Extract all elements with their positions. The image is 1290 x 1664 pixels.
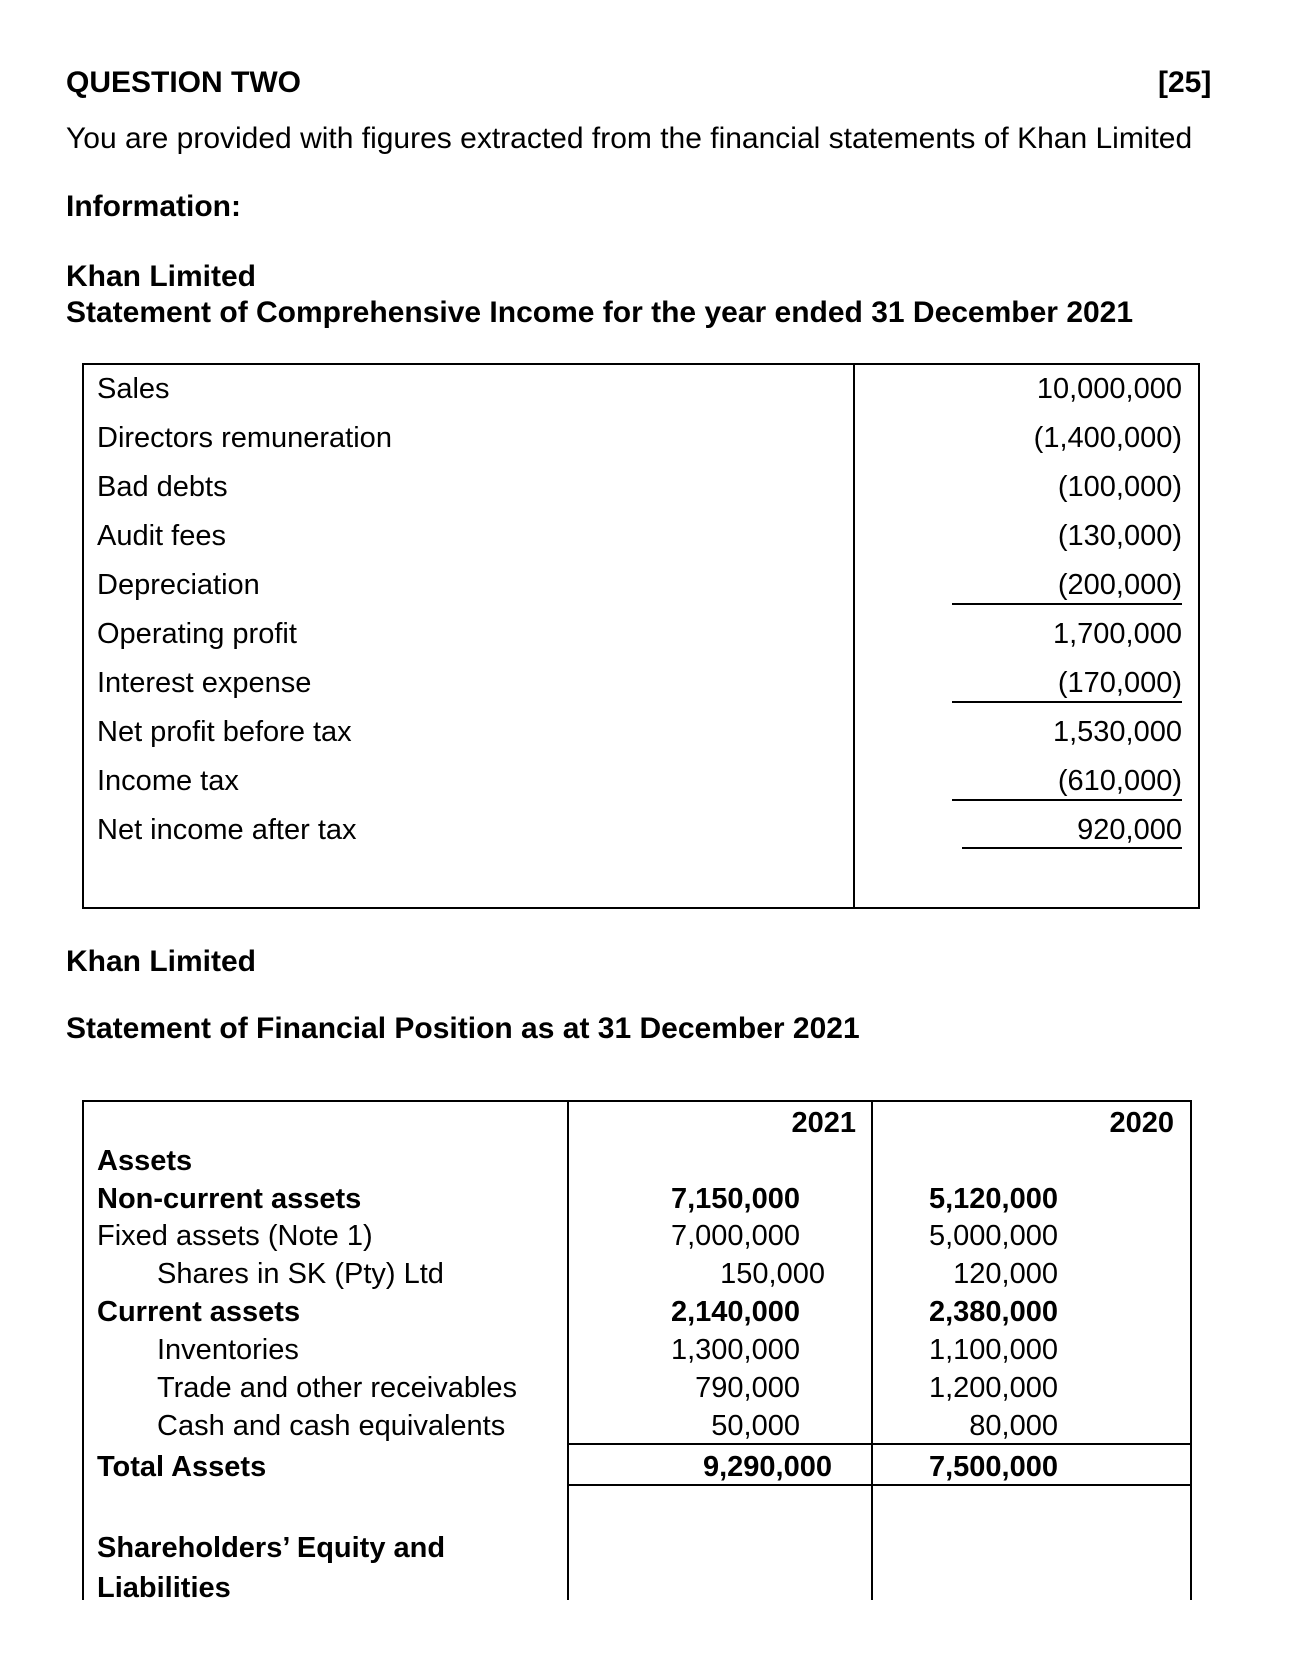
income-row-label: Income tax — [97, 765, 239, 797]
total-underline — [962, 847, 1182, 849]
year-header-2020: 2020 — [1109, 1107, 1174, 1139]
income-row-value: (100,000) — [1057, 471, 1182, 503]
equity-heading-line2: Liabilities — [97, 1572, 231, 1604]
position-value-2020: 2,380,000 — [928, 1296, 1058, 1328]
income-row-value: (130,000) — [1057, 520, 1182, 552]
table-col-divider — [871, 1100, 873, 1600]
income-row-label: Net profit before tax — [97, 716, 352, 748]
income-row-label: Interest expense — [97, 667, 312, 699]
income-row-label: Directors remuneration — [97, 422, 392, 454]
position-row-label: Shares in SK (Pty) Ltd — [157, 1258, 444, 1290]
position-value-2020: 5,000,000 — [928, 1220, 1058, 1252]
income-statement-title: Statement of Comprehensive Income for the year ended 31 December 2021 — [66, 296, 1134, 329]
position-row-label: Non-current assets — [97, 1183, 362, 1215]
position-value-2020: 80,000 — [969, 1410, 1058, 1442]
position-value-2020: 1,200,000 — [928, 1372, 1058, 1404]
income-table-divider — [853, 363, 855, 909]
income-row-label: Audit fees — [97, 520, 226, 552]
income-row-label: Net income after tax — [97, 814, 357, 846]
equity-heading-line1: Shareholders’ Equity and — [97, 1532, 446, 1564]
income-row-value: 10,000,000 — [1036, 373, 1182, 405]
total-assets-label: Total Assets — [97, 1451, 267, 1483]
position-row-label: Inventories — [157, 1334, 299, 1366]
total-assets-2020: 7,500,000 — [928, 1451, 1058, 1483]
subtotal-underline — [952, 799, 1182, 801]
position-value-2020: 5,120,000 — [928, 1183, 1058, 1215]
question-marks: [25] — [1158, 66, 1212, 99]
position-row-label: Trade and other receivables — [157, 1372, 518, 1404]
income-row-value: (170,000) — [1057, 667, 1182, 699]
income-company-name: Khan Limited — [66, 260, 257, 293]
table-top-border — [82, 1100, 1192, 1102]
position-value-2020: 1,100,000 — [928, 1334, 1058, 1366]
position-row-label: Cash and cash equivalents — [157, 1410, 506, 1442]
position-value-2021: 790,000 — [695, 1372, 800, 1404]
position-value-2021: 150,000 — [720, 1258, 825, 1290]
income-row-value: 1,700,000 — [1052, 618, 1182, 650]
position-row-label: Fixed assets (Note 1) — [97, 1220, 373, 1252]
income-row-label: Operating profit — [97, 618, 297, 650]
subtotal-underline — [952, 701, 1182, 703]
total-assets-2021: 9,290,000 — [702, 1451, 832, 1483]
position-value-2021: 50,000 — [711, 1410, 800, 1442]
table-right-border — [1190, 1100, 1192, 1600]
income-row-value: (1,400,000) — [1033, 422, 1182, 454]
intro-text: You are provided with figures extracted from the financial statements of Khan Limited — [66, 122, 1193, 155]
income-row-value: 920,000 — [1077, 814, 1182, 846]
position-value-2020: 120,000 — [953, 1258, 1058, 1290]
assets-heading: Assets — [97, 1145, 193, 1177]
position-company-name: Khan Limited — [66, 945, 257, 978]
income-row-value: 1,530,000 — [1052, 716, 1182, 748]
information-label: Information: — [66, 190, 241, 223]
table-left-border — [82, 1100, 84, 1600]
total-top-line — [567, 1443, 1192, 1445]
position-value-2021: 7,000,000 — [670, 1220, 800, 1252]
income-row-value: (200,000) — [1057, 569, 1182, 601]
year-header-2021: 2021 — [791, 1107, 856, 1139]
position-row-label: Current assets — [97, 1296, 301, 1328]
total-bottom-line — [567, 1484, 1192, 1486]
subtotal-underline — [952, 603, 1182, 605]
position-statement-title: Statement of Financial Position as at 31 December 2021 — [66, 1012, 860, 1045]
income-row-label: Bad debts — [97, 471, 228, 503]
position-value-2021: 7,150,000 — [670, 1183, 800, 1215]
income-row-value: (610,000) — [1057, 765, 1182, 797]
position-value-2021: 1,300,000 — [670, 1334, 800, 1366]
income-row-label: Depreciation — [97, 569, 260, 601]
income-row-label: Sales — [97, 373, 170, 405]
position-value-2021: 2,140,000 — [670, 1296, 800, 1328]
table-col-divider — [567, 1100, 569, 1600]
question-title: QUESTION TWO — [66, 66, 301, 99]
